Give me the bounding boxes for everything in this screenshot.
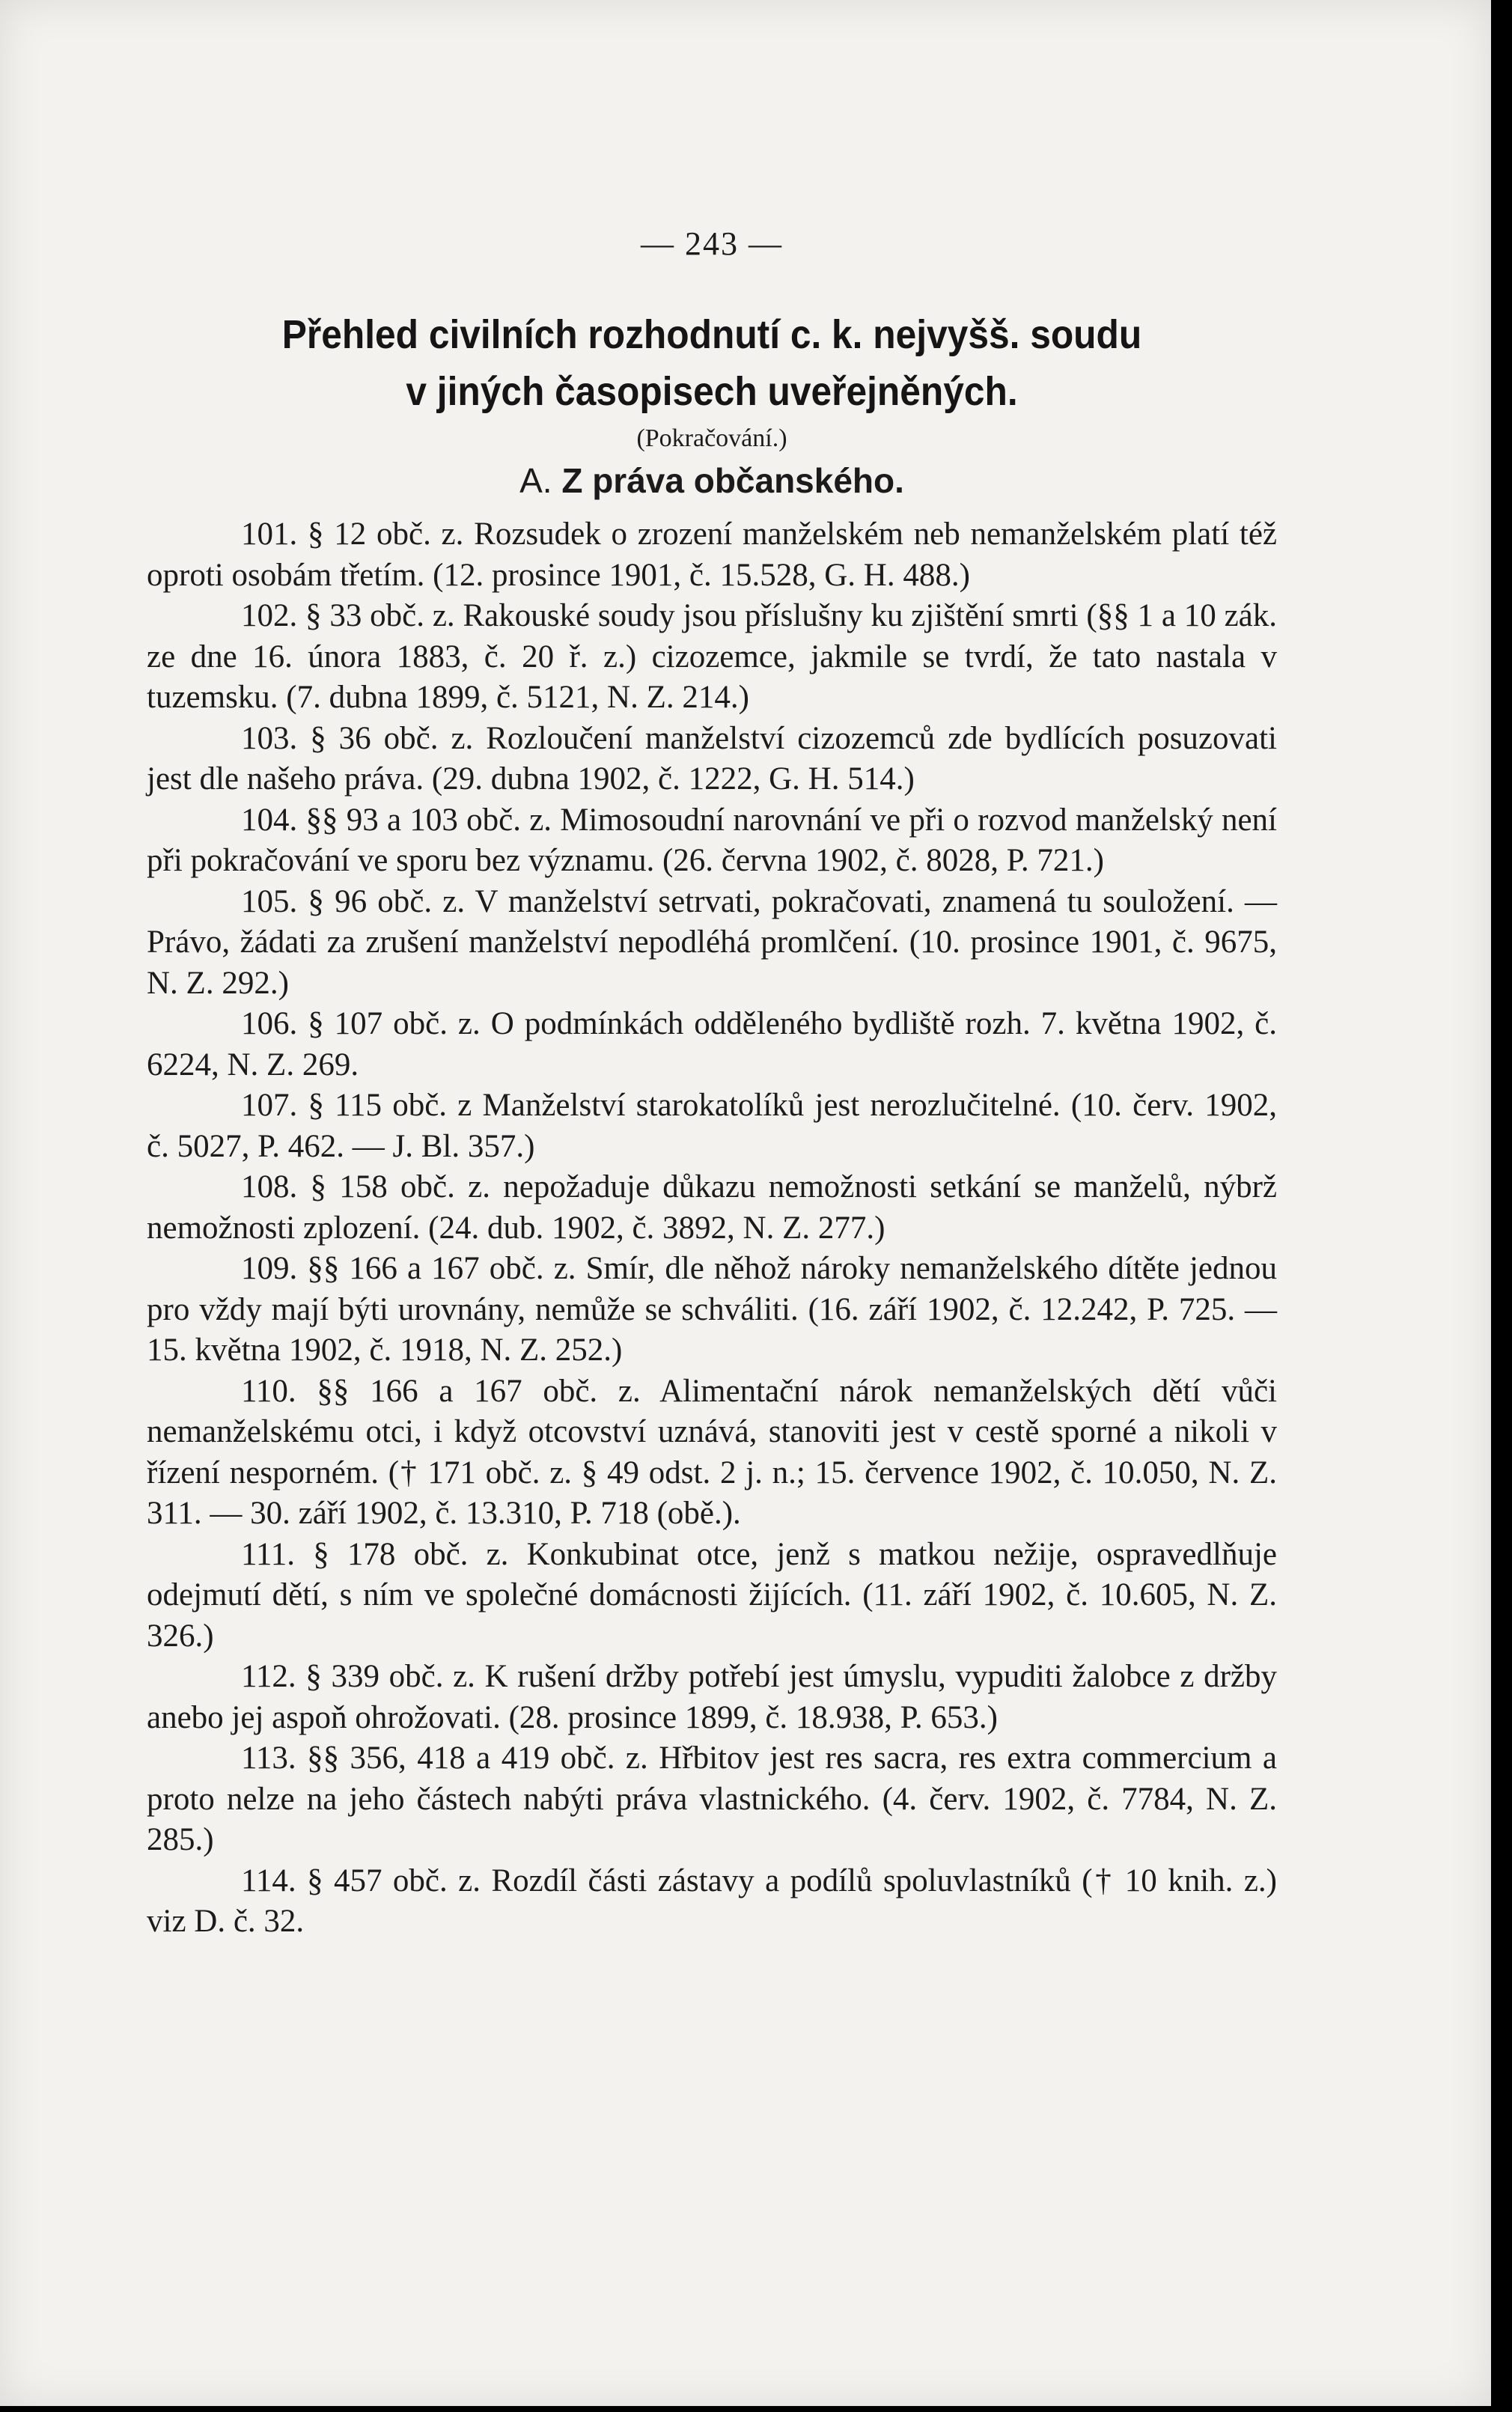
title-line-2: v jiných časopisech uveřejněných. bbox=[406, 369, 1018, 414]
entry-109: 109. §§ 166 a 167 obč. z. Smír, dle něhož nároky nemanželského dítěte jednou pro vždy mají býti urovnány, nemůže se schváliti. (16. září 1902, č. 12.242, P. 725. — 15. května 1902, č. 1918, N. Z. 252.) bbox=[147, 1251, 1277, 1368]
entry-103: 103. § 36 obč. z. Rozloučení manželství cizozemců zde bydlících posuzovati jest dle našeho práva. (29. dubna 1902, č. 1222, G. H. 514.) bbox=[147, 720, 1277, 797]
entry-106: 106. § 107 obč. z. O podmínkách odděleného bydliště rozh. 7. května 1902, č. 6224, N. Z. 269. bbox=[147, 1006, 1277, 1082]
entry-110: 110. §§ 166 a 167 obč. z. Alimentační nárok nemanželských dětí vůči nemanželskému otci, i když otcovství uznává, stanoviti jest v cestě sporné a nikoli v řízení nesporném. († 171 obč. z. § 49 odst. 2 j. n.; 15. července 1902, č. 10.050, N. Z. 311. — 30. září 1902, č. 13.310, P. 718 (obě.). bbox=[147, 1373, 1277, 1531]
continuation-note: (Pokračování.) bbox=[636, 424, 787, 452]
entry-113: 113. §§ 356, 418 a 419 obč. z. Hřbitov jest res sacra, res extra commercium a proto nelze na jeho částech nabýti práva vlastnického. (4. červ. 1902, č. 7784, N. Z. 285.) bbox=[147, 1741, 1277, 1857]
page-content bbox=[147, 225, 1277, 1943]
section-letter: A. bbox=[519, 461, 552, 500]
entry-107: 107. § 115 obč. z Manželství starokatolíků jest nerozlučitelné. (10. červ. 1902, č. 5027, P. 462. — J. Bl. 357.) bbox=[147, 1088, 1277, 1164]
page-number: — 243 — bbox=[641, 225, 783, 262]
section-name: Z práva občanského. bbox=[561, 461, 904, 500]
title-line-1: Přehled civilních rozhodnutí c. k. nejvyšš. soudu bbox=[281, 312, 1142, 357]
entry-104: 104. §§ 93 a 103 obč. z. Mimosoudní narovnání ve při o rozvod manželský není při pokračování ve sporu bez významu. (26. června 1902, č. 8028, P. 721.) bbox=[147, 802, 1277, 878]
section-heading bbox=[147, 460, 1277, 501]
entry-111: 111. § 178 obč. z. Konkubinat otce, jenž s matkou nežije, ospravedlňuje odejmutí dětí, s ním ve společné domácnosti žijících. (11. září 1902, č. 10.605, N. Z. 326.) bbox=[147, 1536, 1277, 1654]
entry-114: 114. § 457 obč. z. Rozdíl části zástavy a podílů spoluvlastníků († 10 knih. z.) viz D. č. 32. bbox=[147, 1863, 1277, 1939]
entry-102: 102. § 33 obč. z. Rakouské soudy jsou příslušny ku zjištění smrti (§§ 1 a 10 zák. ze dne 16. února 1883, č. 20 ř. z.) cizozemce, jakmile se tvrdí, že tato nastala v tuzemsku. (7. dubna 1899, č. 5121, N. Z. 214.) bbox=[147, 598, 1277, 715]
entry-112: 112. § 339 obč. z. K rušení držby potřebí jest úmyslu, vypuditi žalobce z držby anebo jej aspoň ohrožovati. (28. prosince 1899, č. 18.938, P. 653.) bbox=[147, 1659, 1277, 1735]
entry-105: 105. § 96 obč. z. V manželství setrvati, pokračovati, znamená tu souložení. — Právo, žádati za zrušení manželství nepodléhá promlčení. (10. prosince 1901, č. 9675, N. Z. 292.) bbox=[147, 883, 1277, 1001]
entry-108: 108. § 158 obč. z. nepožaduje důkazu nemožnosti setkání se manželů, nýbrž nemožnosti zplození. (24. dub. 1902, č. 3892, N. Z. 277.) bbox=[147, 1169, 1277, 1246]
entry-101: 101. § 12 obč. z. Rozsudek o zrození manželském neb nemanželském platí též oproti osobám třetím. (12. prosince 1901, č. 15.528, G. H. 488.) bbox=[147, 517, 1277, 593]
